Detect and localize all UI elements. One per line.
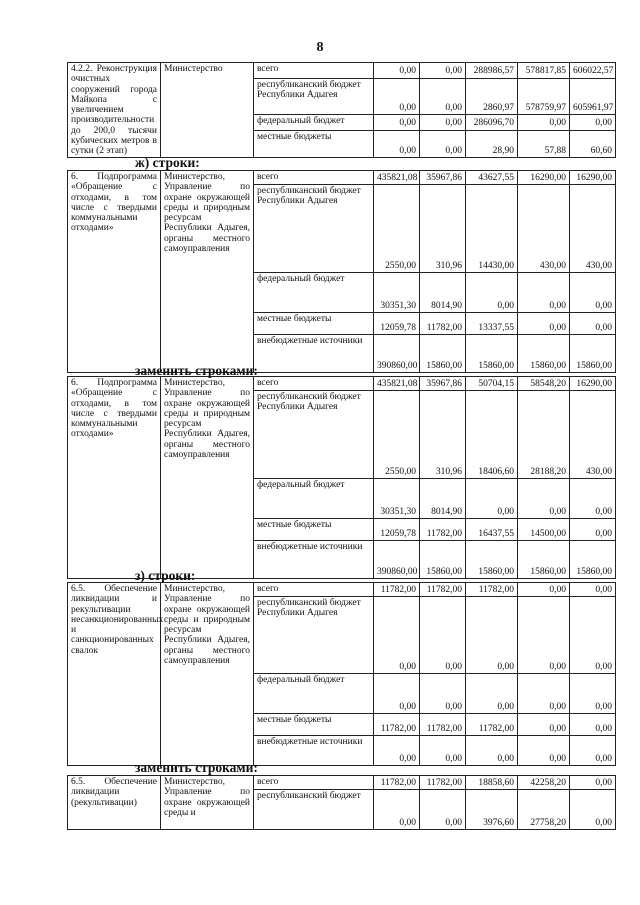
amount-cell: 15860,00 — [466, 335, 518, 373]
funding-source-cell: местные бюджеты — [254, 130, 374, 158]
amount-cell: 0,00 — [570, 736, 616, 766]
amount-cell: 0,00 — [374, 78, 420, 115]
amount-cell: 0,00 — [466, 273, 518, 313]
budget-table — [67, 775, 616, 830]
executor-cell: Министерство, Управление по охране окружающей среды и природным ресурсам Республики Адыгея, органы местного самоуправления — [161, 377, 254, 579]
table-row — [68, 583, 616, 597]
amount-cell: 11782,00 — [420, 714, 466, 736]
amount-cell: 0,00 — [570, 790, 616, 830]
amount-cell: 0,00 — [420, 115, 466, 131]
funding-source-cell: республиканский бюджет — [254, 790, 374, 830]
funding-source-cell: республиканский бюджет Республики Адыгея — [254, 391, 374, 479]
amount-cell: 15860,00 — [518, 335, 570, 373]
amount-cell: 8014,90 — [420, 479, 466, 519]
amount-cell: 2550,00 — [374, 185, 420, 273]
amount-cell: 0,00 — [570, 519, 616, 541]
funding-source-cell: федеральный бюджет — [254, 479, 374, 519]
amount-cell: 12059,78 — [374, 313, 420, 335]
amount-cell: 0,00 — [518, 674, 570, 714]
section-heading: ж) строки: — [135, 155, 200, 170]
funding-source-cell: местные бюджеты — [254, 313, 374, 335]
amount-cell: 27758,20 — [518, 790, 570, 830]
amount-cell: 0,00 — [518, 597, 570, 674]
funding-source-cell: всего — [254, 776, 374, 790]
funding-source-cell: местные бюджеты — [254, 714, 374, 736]
amount-cell: 11782,00 — [374, 583, 420, 597]
funding-source-cell: республиканский бюджет Республики Адыгея — [254, 78, 374, 115]
amount-cell: 0,00 — [518, 479, 570, 519]
amount-cell: 28188,20 — [518, 391, 570, 479]
amount-cell: 0,00 — [420, 736, 466, 766]
amount-cell: 0,00 — [374, 115, 420, 131]
amount-cell: 0,00 — [570, 115, 616, 131]
amount-cell: 28,90 — [466, 130, 518, 158]
amount-cell: 0,00 — [518, 313, 570, 335]
amount-cell: 0,00 — [466, 479, 518, 519]
amount-cell: 0,00 — [466, 736, 518, 766]
amount-cell: 15860,00 — [420, 541, 466, 579]
executor-cell: Министерство, Управление по охране окружающей среды и природным ресурсам Республики Адыгея, органы местного самоуправления — [161, 171, 254, 373]
measure-name-cell: 6.5. Обеспечение ликвидации и рекультивации несанкционированных и санкционированных свалок — [68, 583, 161, 766]
amount-cell: 14500,00 — [518, 519, 570, 541]
amount-cell: 42258,20 — [518, 776, 570, 790]
amount-cell: 8014,90 — [420, 273, 466, 313]
amount-cell: 0,00 — [420, 790, 466, 830]
amount-cell: 58548,20 — [518, 377, 570, 391]
amount-cell: 30351,30 — [374, 273, 420, 313]
page-number: 8 — [316, 40, 324, 55]
amount-cell: 18858,60 — [466, 776, 518, 790]
amount-cell: 60,60 — [570, 130, 616, 158]
funding-source-cell: внебюджетные источники — [254, 335, 374, 373]
measure-name-cell: 6.5. Обеспечение ликвидации (рекультивации) — [68, 776, 161, 830]
amount-cell: 43627,55 — [466, 171, 518, 185]
amount-cell: 0,00 — [570, 714, 616, 736]
amount-cell: 11782,00 — [420, 313, 466, 335]
amount-cell: 310,96 — [420, 185, 466, 273]
amount-cell: 0,00 — [374, 736, 420, 766]
amount-cell: 0,00 — [420, 63, 466, 79]
amount-cell: 11782,00 — [420, 519, 466, 541]
amount-cell: 286096,70 — [466, 115, 518, 131]
amount-cell: 11782,00 — [374, 714, 420, 736]
measure-name-cell: 6. Подпрограмма «Обращение с отходами, в том числе с твердыми коммунальными отходами» — [68, 171, 161, 373]
amount-cell: 0,00 — [420, 674, 466, 714]
amount-cell: 0,00 — [518, 714, 570, 736]
section-heading: з) строки: — [135, 568, 196, 583]
amount-cell: 0,00 — [420, 597, 466, 674]
amount-cell: 0,00 — [518, 273, 570, 313]
amount-cell: 0,00 — [374, 130, 420, 158]
amount-cell: 0,00 — [466, 597, 518, 674]
amount-cell: 0,00 — [570, 776, 616, 790]
measure-name-cell: 6. Подпрограмма «Обращение с отходами, в том числе с твердыми коммунальными отходами» — [68, 377, 161, 579]
funding-source-cell: всего — [254, 171, 374, 185]
amount-cell: 16437,55 — [466, 519, 518, 541]
amount-cell: 0,00 — [466, 674, 518, 714]
amount-cell: 11782,00 — [466, 714, 518, 736]
budget-table — [67, 376, 616, 579]
budget-table — [67, 582, 616, 766]
amount-cell: 16290,00 — [518, 171, 570, 185]
amount-cell: 0,00 — [518, 583, 570, 597]
amount-cell: 0,00 — [518, 115, 570, 131]
amount-cell: 605961,97 — [570, 78, 616, 115]
funding-source-cell: федеральный бюджет — [254, 273, 374, 313]
amount-cell: 390860,00 — [374, 335, 420, 373]
amount-cell: 288986,57 — [466, 63, 518, 79]
amount-cell: 2550,00 — [374, 391, 420, 479]
executor-cell: Министерство, Управление по охране окружающей среды и природным ресурсам Республики Адыгея, органы местного самоуправления — [161, 583, 254, 766]
table-row — [68, 171, 616, 185]
amount-cell: 16290,00 — [570, 377, 616, 391]
amount-cell: 35967,86 — [420, 171, 466, 185]
amount-cell: 0,00 — [420, 130, 466, 158]
funding-source-cell: федеральный бюджет — [254, 115, 374, 131]
section-heading: заменить строками: — [135, 363, 258, 378]
funding-source-cell: внебюджетные источники — [254, 541, 374, 579]
amount-cell: 14430,00 — [466, 185, 518, 273]
section-heading: заменить строками: — [135, 760, 258, 775]
funding-source-cell: всего — [254, 583, 374, 597]
amount-cell: 2860,97 — [466, 78, 518, 115]
amount-cell: 435821,08 — [374, 377, 420, 391]
amount-cell: 578817,85 — [518, 63, 570, 79]
budget-table — [67, 62, 616, 158]
amount-cell: 13337,55 — [466, 313, 518, 335]
amount-cell: 390860,00 — [374, 541, 420, 579]
amount-cell: 0,00 — [570, 583, 616, 597]
amount-cell: 0,00 — [374, 63, 420, 79]
amount-cell: 430,00 — [570, 391, 616, 479]
amount-cell: 57,88 — [518, 130, 570, 158]
amount-cell: 0,00 — [570, 273, 616, 313]
amount-cell: 15860,00 — [518, 541, 570, 579]
amount-cell: 578759,97 — [518, 78, 570, 115]
amount-cell: 15860,00 — [570, 335, 616, 373]
amount-cell: 0,00 — [420, 78, 466, 115]
amount-cell: 15860,00 — [466, 541, 518, 579]
amount-cell: 18406,60 — [466, 391, 518, 479]
executor-cell: Министерство, Управление по охране окружающей среды и — [161, 776, 254, 830]
budget-table — [67, 170, 616, 373]
amount-cell: 11782,00 — [466, 583, 518, 597]
amount-cell: 3976,60 — [466, 790, 518, 830]
amount-cell: 0,00 — [570, 479, 616, 519]
funding-source-cell: республиканский бюджет Республики Адыгея — [254, 597, 374, 674]
amount-cell: 15860,00 — [570, 541, 616, 579]
amount-cell: 606022,57 — [570, 63, 616, 79]
funding-source-cell: всего — [254, 377, 374, 391]
amount-cell: 12059,78 — [374, 519, 420, 541]
amount-cell: 435821,08 — [374, 171, 420, 185]
amount-cell: 0,00 — [570, 313, 616, 335]
amount-cell: 430,00 — [518, 185, 570, 273]
table-row — [68, 377, 616, 391]
amount-cell: 35967,86 — [420, 377, 466, 391]
amount-cell: 430,00 — [570, 185, 616, 273]
funding-source-cell: всего — [254, 63, 374, 79]
amount-cell: 11782,00 — [420, 583, 466, 597]
executor-cell: Министерство — [161, 63, 254, 158]
amount-cell: 0,00 — [374, 790, 420, 830]
amount-cell: 11782,00 — [374, 776, 420, 790]
table-row — [68, 63, 616, 79]
amount-cell: 16290,00 — [570, 171, 616, 185]
amount-cell: 50704,15 — [466, 377, 518, 391]
table-row — [68, 776, 616, 790]
amount-cell: 0,00 — [570, 674, 616, 714]
funding-source-cell: внебюджетные источники — [254, 736, 374, 766]
funding-source-cell: местные бюджеты — [254, 519, 374, 541]
amount-cell: 15860,00 — [420, 335, 466, 373]
amount-cell: 30351,30 — [374, 479, 420, 519]
amount-cell: 310,96 — [420, 391, 466, 479]
amount-cell: 0,00 — [570, 597, 616, 674]
funding-source-cell: республиканский бюджет Республики Адыгея — [254, 185, 374, 273]
measure-name-cell: 4.2.2. Реконструкция очистных сооружений города Майкопа с увеличением производительности до 200,0 тысячи кубических метров в сутки (2 этап) — [68, 63, 161, 158]
amount-cell: 0,00 — [374, 674, 420, 714]
amount-cell: 0,00 — [518, 736, 570, 766]
funding-source-cell: федеральный бюджет — [254, 674, 374, 714]
amount-cell: 0,00 — [374, 597, 420, 674]
amount-cell: 11782,00 — [420, 776, 466, 790]
